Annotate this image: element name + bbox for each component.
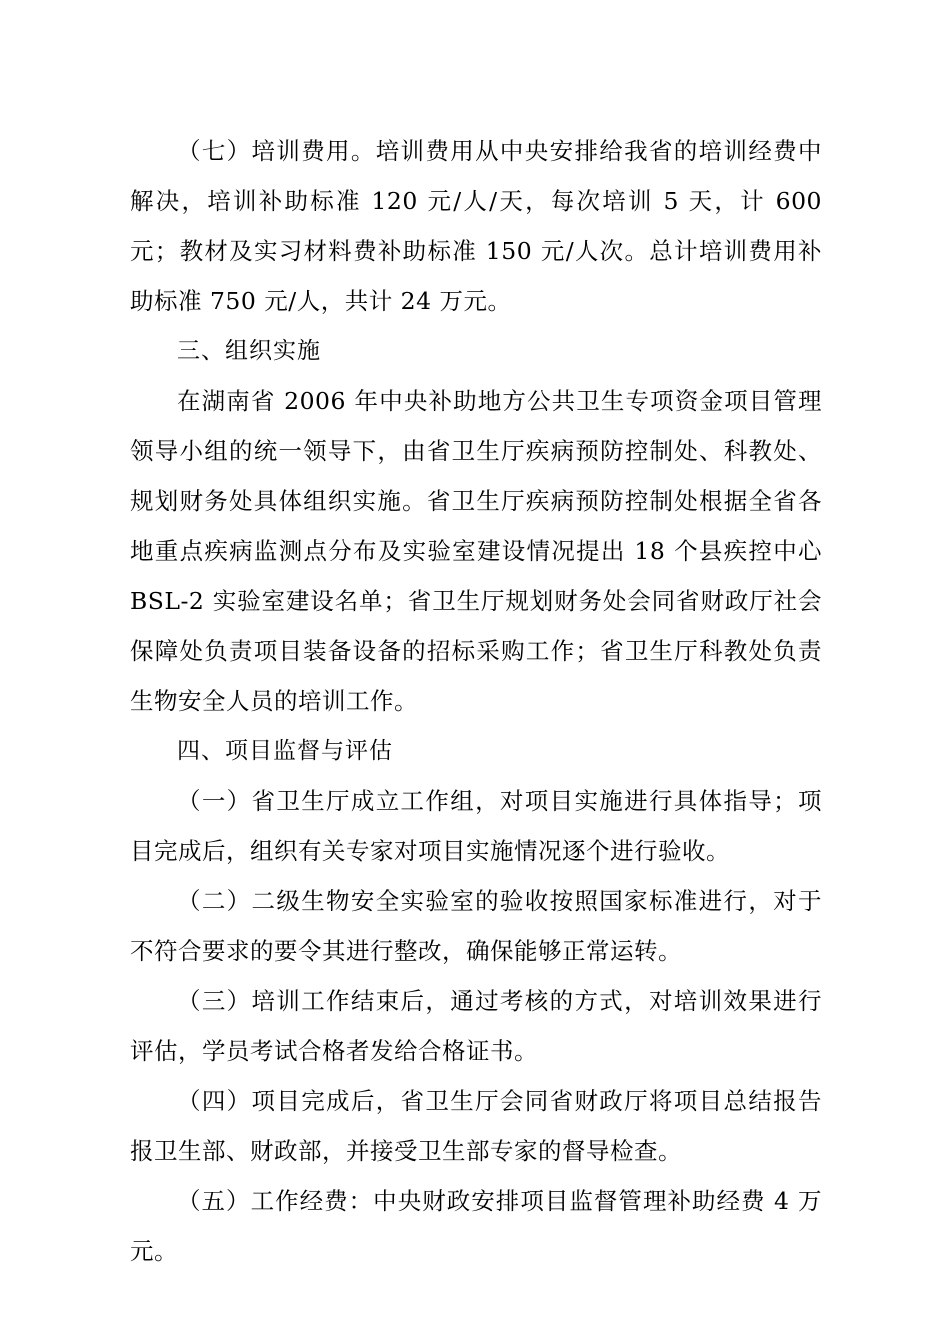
document-body — [130, 126, 822, 1276]
paragraph-training-costs: （七）培训费用。培训费用从中央安排给我省的培训经费中解决，培训补助标准 120 元/人/天，每次培训 5 天，计 600 元；教材及实习材料费补助标准 150 元/人次。总计培训费用补助标准 750 元/人，共计 24 万元。 — [130, 137, 822, 315]
paragraph-supervision-1: （一）省卫生厅成立工作组，对项目实施进行具体指导；项目完成后，组织有关专家对项目实施情况逐个进行验收。 — [130, 787, 822, 865]
section-heading-organization: 三、组织实施 — [177, 338, 321, 364]
section-heading-supervision: 四、项目监督与评估 — [177, 738, 393, 764]
paragraph-organization-implementation: 在湖南省 2006 年中央补助地方公共卫生专项资金项目管理领导小组的统一领导下，由省卫生厅疾病预防控制处、科教处、规划财务处具体组织实施。省卫生厅疾病预防控制处根据全省各地重点疾病监测点分布及实验室建设情况提出 18 个县疾控中心 BSL-2 实验室建设名单；省卫生厅规划财务处会同省财政厅社会保障处负责项目装备设备的招标采购工作；省卫生厅科教处负责生物安全人员的培训工作。 — [130, 387, 822, 715]
paragraph-supervision-2: （二）二级生物安全实验室的验收按照国家标准进行，对于不符合要求的要令其进行整改，确保能够正常运转。 — [130, 887, 822, 965]
paragraph-supervision-3: （三）培训工作结束后，通过考核的方式，对培训效果进行评估，学员考试合格者发给合格证书。 — [130, 987, 822, 1065]
paragraph-supervision-4: （四）项目完成后，省卫生厅会同省财政厅将项目总结报告报卫生部、财政部，并接受卫生部专家的督导检查。 — [130, 1087, 822, 1165]
paragraph-supervision-5: （五）工作经费：中央财政安排项目监督管理补助经费 4 万元。 — [130, 1187, 822, 1265]
